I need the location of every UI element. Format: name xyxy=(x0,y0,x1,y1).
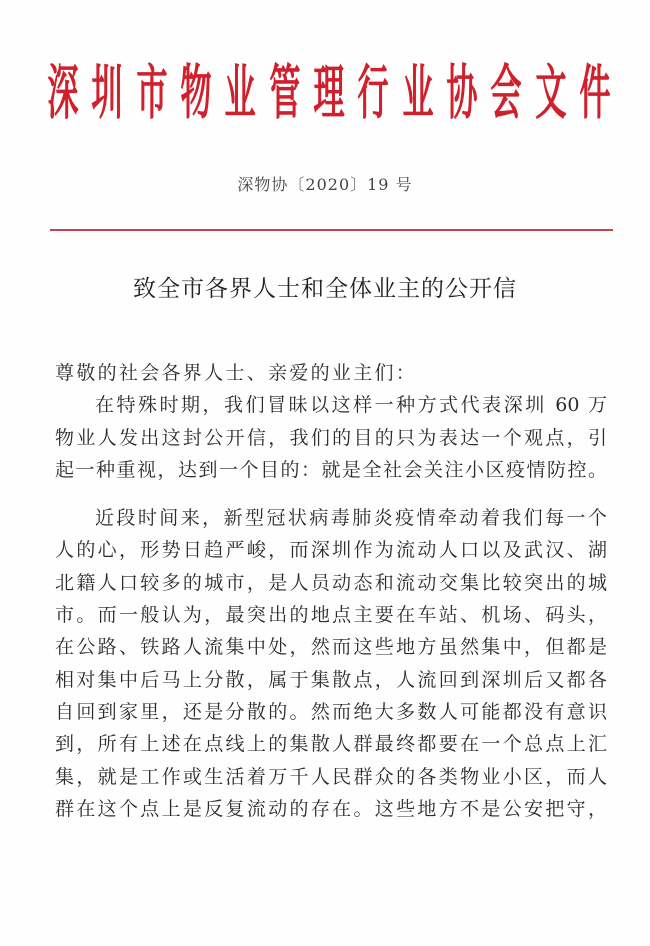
header-char: 理 xyxy=(313,58,345,128)
text-line: 市。而一般认为，最突出的地点主要在车站、机场、码头， xyxy=(55,604,607,627)
header-char: 文 xyxy=(535,58,567,128)
header-char: 业 xyxy=(402,58,434,128)
header-char: 会 xyxy=(490,58,522,128)
text-line: 相对集中后马上分散，属于集散点，人流回到深圳后又都各 xyxy=(55,668,607,691)
header-char: 物 xyxy=(180,58,212,128)
text-line: 到，所有上述在点线上的集散人群最终都要在一个总点上汇 xyxy=(55,733,607,756)
letter-title: 致全市各界人士和全体业主的公开信 xyxy=(133,276,517,302)
header-char: 协 xyxy=(446,58,478,128)
text-line: 北籍人口较多的城市，是人员动态和流动交集比较突出的城 xyxy=(55,571,607,594)
text-line: 人的心，形势日趋严峻，而深圳作为流动人口以及武汉、湖 xyxy=(55,539,607,562)
header-char: 行 xyxy=(357,58,389,128)
text-line: 群在这个点上是反复流动的存在。这些地方不是公安把守， xyxy=(55,797,607,820)
text-line: 集，就是工作或生活着万千人民群众的各类物业小区，而人 xyxy=(55,765,607,788)
text-line: 物业人发出这封公开信，我们的目的只为表达一个观点，引 xyxy=(55,426,607,449)
header-char: 件 xyxy=(579,58,611,128)
text-line: 起一种重视，达到一个目的：就是全社会关注小区疫情防控。 xyxy=(55,458,607,481)
salutation: 尊敬的社会各界人士、亲爱的业主们： xyxy=(55,362,418,384)
header-char: 圳 xyxy=(91,58,123,128)
red-divider-line xyxy=(50,229,613,231)
text-line: 在特殊时期，我们冒昧以这样一种方式代表深圳 60 万 xyxy=(95,394,607,417)
header-char: 管 xyxy=(269,58,301,128)
header-char: 业 xyxy=(224,58,256,128)
text-line: 近段时间来，新型冠状病毒肺炎疫情牵动着我们每一个 xyxy=(95,507,607,530)
header-char: 深 xyxy=(47,58,79,128)
document-number: 深物协〔2020〕19 号 xyxy=(237,175,413,194)
header-char: 市 xyxy=(136,58,168,128)
letter-body xyxy=(55,357,607,825)
text-line: 自回到家里，还是分散的。然而绝大多数人可能都没有意识 xyxy=(55,700,607,723)
paragraph-2 xyxy=(55,502,607,825)
paragraph-gap xyxy=(55,486,607,502)
organization-header xyxy=(44,48,614,138)
text-line: 在公路、铁路人流集中处，然而这些地方虽然集中，但都是 xyxy=(55,636,607,659)
paragraph-1 xyxy=(55,389,607,486)
